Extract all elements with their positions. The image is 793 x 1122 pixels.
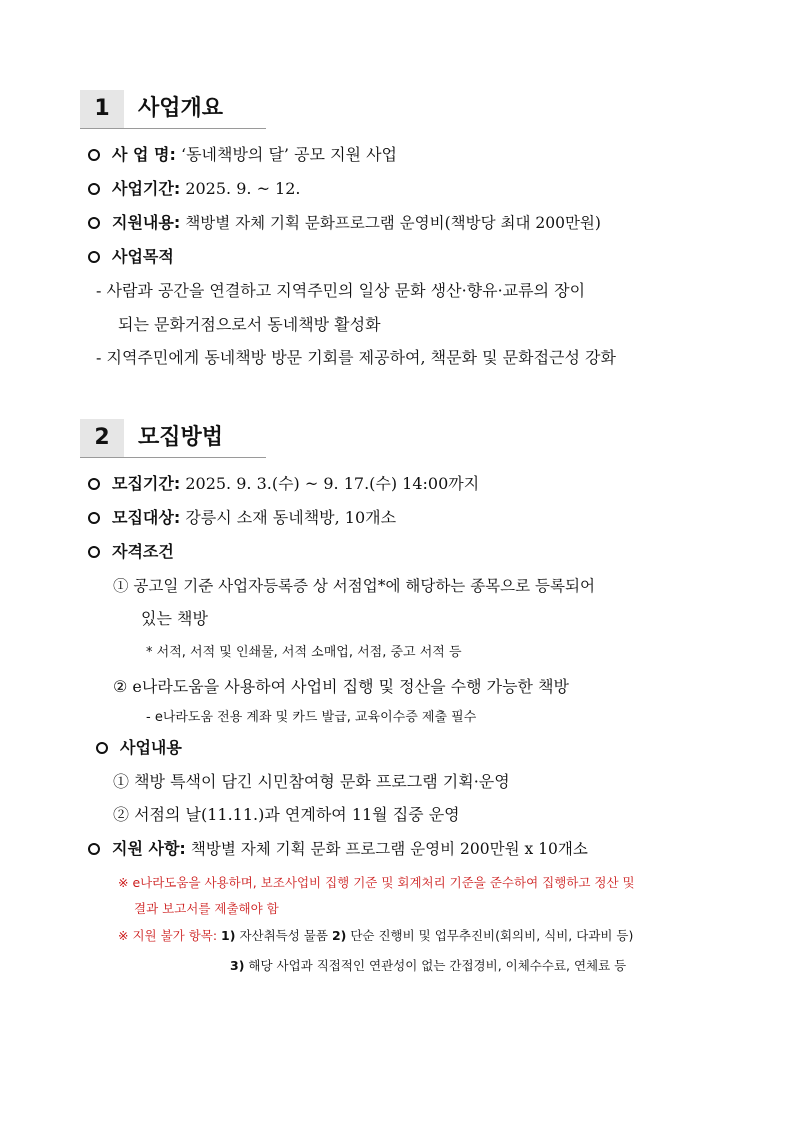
hollow-circle-icon	[88, 183, 100, 195]
section-number: 2	[80, 419, 124, 457]
hollow-circle-icon	[88, 217, 100, 229]
qualification-1-line-2: 있는 책방	[141, 609, 208, 628]
business-content-1: ① 책방 특색이 담긴 시민참여형 문화 프로그램 기획·운영	[113, 772, 510, 791]
qualification-1-line-1: ① 공고일 기준 사업자등록증 상 서점업*에 해당하는 종목으로 등록되어	[113, 577, 595, 595]
notice-2-line-1: ※ 지원 불가 항목: 1) 자산취득성 물품 2) 단순 진행비 및 업무추진비(회의비, 식비, 다과비 등)	[118, 928, 634, 943]
qualification-1-note: * 서적, 서적 및 인쇄물, 서적 소매업, 서점, 중고 서적 등	[146, 645, 462, 660]
hollow-circle-icon	[88, 843, 100, 855]
notice-2-line-2: 3) 해당 사업과 직접적인 연관성이 없는 간접경비, 이체수수료, 연체료 등	[230, 958, 627, 973]
business-content-2: ② 서점의 날(11.11.)과 연계하여 11월 집중 운영	[113, 805, 460, 824]
hollow-circle-icon	[88, 251, 100, 263]
section-underline	[80, 457, 266, 458]
qualification-2: ② e나라도움을 사용하여 사업비 집행 및 정산을 수행 가능한 책방	[113, 677, 569, 696]
recruit-period-row: 모집기간: 2025. 9. 3.(수) ~ 9. 17.(수) 14:00까지	[88, 472, 479, 496]
section-title: 모집방법	[138, 425, 224, 450]
hollow-circle-icon	[96, 742, 108, 754]
notice-1-line-2: 결과 보고서를 제출해야 함	[134, 901, 279, 916]
purpose-line-1: - 사람과 공간을 연결하고 지역주민의 일상 문화 생산·향유·교류의 장이	[96, 281, 586, 300]
hollow-circle-icon	[88, 149, 100, 161]
business-purpose-row: 사업목적	[88, 245, 174, 269]
business-period-row: 사업기간: 2025. 9. ~ 12.	[88, 177, 301, 201]
recruit-target-row: 모집대상: 강릉시 소재 동네책방, 10개소	[88, 506, 396, 530]
support-details-row: 지원 사항: 책방별 자체 기획 문화 프로그램 운영비 200만원 x 10개소	[88, 837, 588, 861]
qualification-2-note: - e나라도움 전용 계좌 및 카드 발급, 교육이수증 제출 필수	[146, 710, 477, 725]
notice-1-line-1: ※ e나라도움을 사용하며, 보조사업비 집행 기준 및 회계처리 기준을 준수하여 집행하고 정산 및	[118, 875, 635, 890]
hollow-circle-icon	[88, 478, 100, 490]
business-name-row: 사 업 명: ‘동네책방의 달’ 공모 지원 사업	[88, 143, 397, 167]
qualification-row: 자격조건	[88, 540, 174, 564]
hollow-circle-icon	[88, 512, 100, 524]
purpose-line-2: 되는 문화거점으로서 동네책방 활성화	[118, 315, 381, 334]
purpose-line-3: - 지역주민에게 동네책방 방문 기회를 제공하여, 책문화 및 문화접근성 강화	[96, 348, 616, 367]
section-title: 사업개요	[138, 96, 224, 121]
business-content-row: 사업내용	[96, 736, 182, 760]
section-underline	[80, 128, 266, 129]
section-number: 1	[80, 90, 124, 128]
support-content-row: 지원내용: 책방별 자체 기획 문화프로그램 운영비(책방당 최대 200만원)	[88, 211, 601, 235]
hollow-circle-icon	[88, 546, 100, 558]
